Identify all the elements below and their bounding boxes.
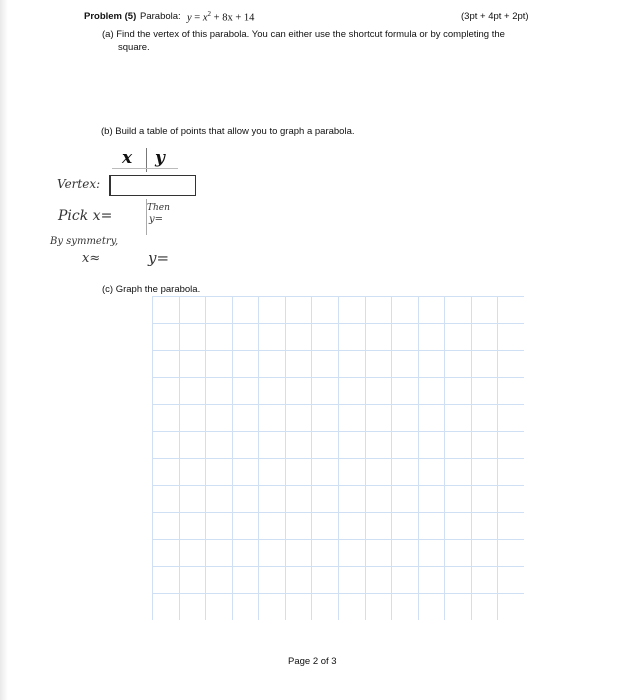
problem-equation	[187, 10, 254, 24]
problem-label: Problem (5)	[84, 11, 137, 22]
vertex-label: Vertex:	[57, 177, 101, 191]
page-edge-shadow	[0, 0, 8, 700]
graph-grid-svg	[152, 296, 524, 620]
part-a-line2: square.	[118, 42, 150, 53]
points-breakdown: (3pt + 4pt + 2pt)	[461, 11, 529, 22]
eq-constant: 14	[243, 12, 255, 24]
symmetry-y-label: y=	[148, 249, 170, 267]
part-b-text: (b) Build a table of points that allow you to graph a parabola.	[101, 126, 355, 137]
eq-x: x	[202, 12, 208, 24]
eq-plus-2: +	[235, 12, 242, 24]
table-x-header: x	[122, 148, 133, 168]
eq-exponent: 2	[207, 10, 212, 18]
problem-title: Parabola:	[140, 11, 181, 22]
vertex-answer-box[interactable]	[109, 175, 196, 196]
eq-plus-1: +	[213, 12, 220, 24]
graph-grid[interactable]	[152, 296, 524, 620]
table-y-header: y	[155, 148, 165, 168]
part-c-text: (c) Graph the parabola.	[102, 284, 201, 295]
page-number: Page 2 of 3	[288, 656, 337, 667]
table-header-underline	[112, 168, 178, 169]
then-label: Then	[147, 203, 170, 213]
by-symmetry-label: By symmetry,	[50, 236, 119, 247]
part-a-line1: (a) Find the vertex of this parabola. You can either use the shortcut formula or by completing the	[102, 29, 505, 40]
symmetry-x-label: x≈	[82, 251, 101, 266]
then-y-label: y=	[149, 214, 164, 225]
eq-y: y	[187, 12, 192, 24]
eq-equals: =	[194, 12, 201, 24]
eq-term2: 8x	[222, 12, 233, 24]
pick-x-label: Pick x=	[58, 208, 113, 224]
